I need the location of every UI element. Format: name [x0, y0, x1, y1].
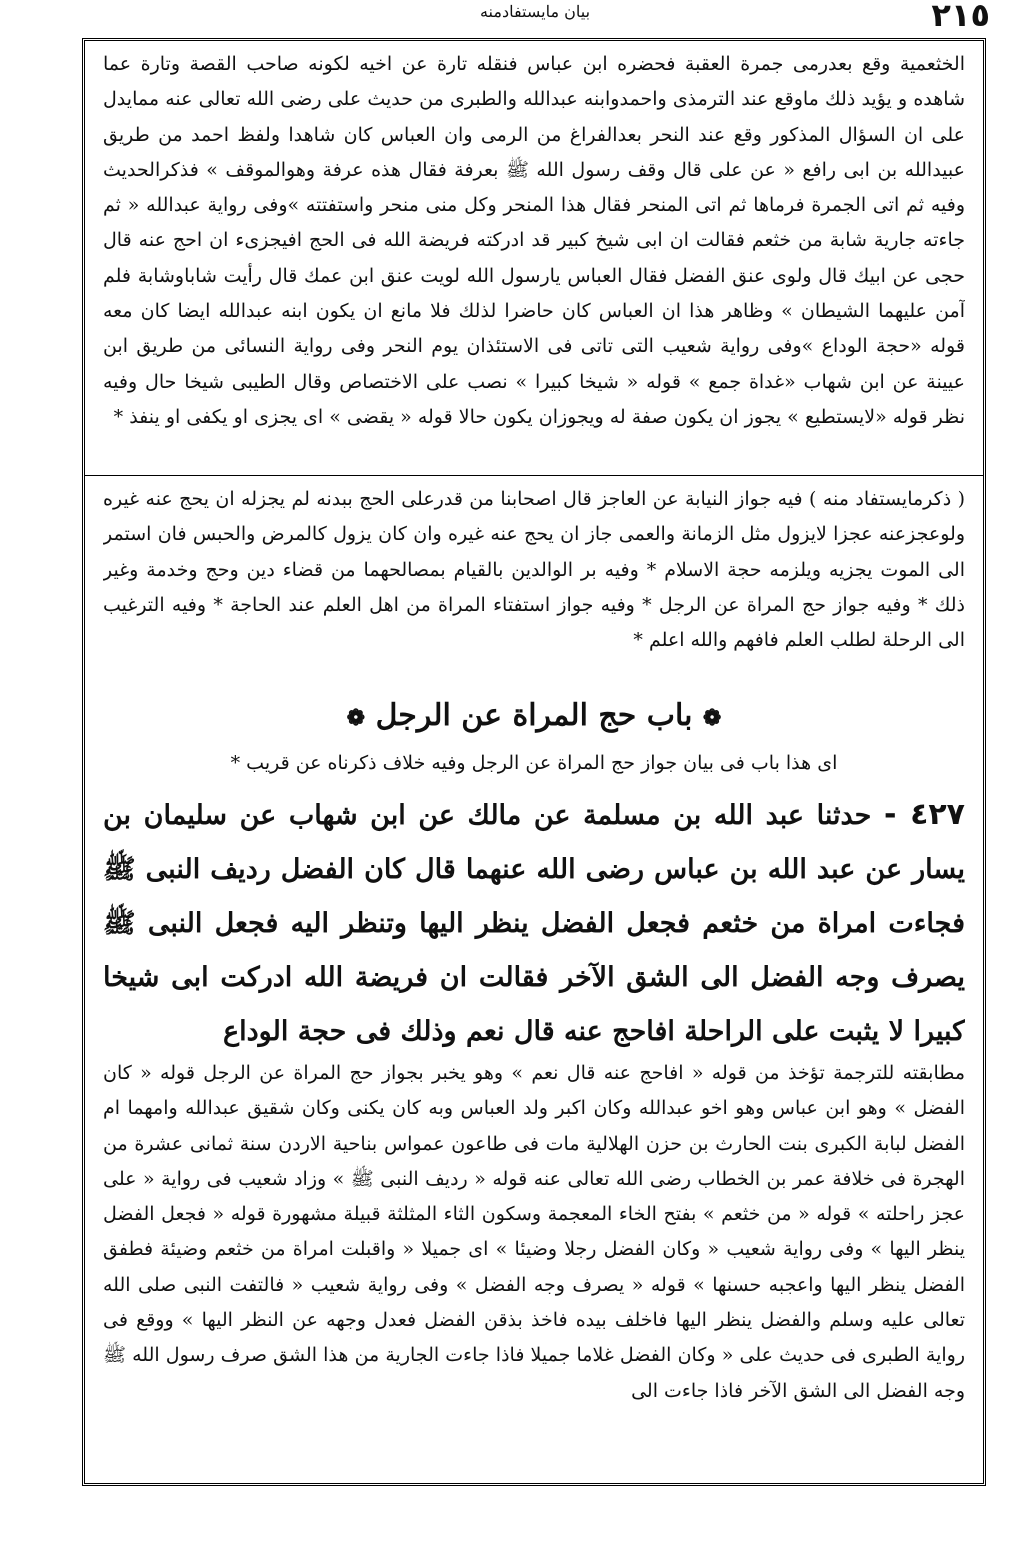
running-head: بيان مايستفادمنه: [479, 2, 591, 21]
page-frame: [82, 38, 986, 1486]
page-number: ٢١٥: [931, 0, 990, 34]
sharh-paragraph: مطابقته للترجمة تؤخذ من قوله « افاحج عنه قال نعم » وهو يخبر بجواز حج المراة عن الرجل قوله « كان الفضل » وهو ابن عباس وهو اخو عبدالله وكان اكبر ولد العباس وبه كان يكنى وكان شقيق عبدالله وامهما ام الفضل لبابة الكبرى بنت الحارث بن حزن الهلالية مات فى طاعون عمواس بناحية الاردن سنة ثمانى عشرة من الهجرة فى خلافة عمر بن الخطاب رضى الله تعالى عنه قوله « رديف النبى ﷺ » وزاد شعيب فى رواية « على عجز راحلته » قوله « من خثعم » بفتح الخاء المعجمة وسكون الثاء المثلثة قبيلة مشهورة قوله « فجعل الفضل ينظر اليها » وفى رواية شعيب « وكان الفضل رجلا وضيئا » اى جميلا « واقبلت امراة من خثعم وضيئة فطفق الفضل ينظر اليها واعجبه حسنها » قوله « يصرف وجه الفضل » وفى رواية شعيب « فالتفت النبى صلى الله تعالى عليه وسلم والفضل ينظر اليها فاخلف بيده فاخذ بذقن الفضل فعدل وجهه عن النظر اليها » ووقع فى رواية الطبرى فى حديث على « وكان الفضل غلاما جميلا فاذا جاءت الجارية من هذا الشق صرف رسول الله ﷺ وجه الفضل الى الشق الآخر فاذا جاءت الى: [103, 1062, 965, 1402]
chapter-note: اى هذا باب فى بيان جواز حج المراة عن الرجل وفيه خلاف ذكرناه عن قريب *: [230, 752, 838, 774]
hadith-number: ٤٢٧ -: [883, 797, 965, 832]
benefits-paragraph: ( ذكرمايستفاد منه ) فيه جواز النيابة عن العاجز قال اصحابنا من قدرعلى الحج ببدنه لم يجزله ان يحج عنه غيره ولوعجزعنه عجزا لايزول مثل الزمانة والعمى جاز ان يحج عنه غيره وان كان يزول كالمرض والحبس فان استمر الى الموت يجزيه ويلزمه حجة الاسلام * وفيه بر الوالدين بالقيام بمصالحهما من قضاء دين وحج وخدمة وغير ذلك * وفيه جواز حج المراة عن الرجل * وفيه جواز استفتاء المراة من اهل العلم عند الحاجة * وفيه الترغيب الى الرحلة لطلب العلم فافهم والله اعلم *: [103, 488, 965, 652]
chapter-heading: [103, 684, 965, 746]
hadith-text-block: [103, 788, 965, 1056]
chapter-title: باب حج المراة عن الرجل: [375, 697, 693, 733]
hadith-text: حدثنا عبد الله بن مسلمة عن مالك عن ابن شهاب عن سليمان بن يسار عن عبد الله بن عباس رضى الله عنهما قال كان الفضل رديف النبى ﷺ فجاءت امراة من خثعم فجعل الفضل ينظر اليها وتنظر اليه فجعل النبى ﷺ يصرف وجه الفضل الى الشق الآخر فقالت ان فريضة الله ادركت ابى شيخا كبيرا لا يثبت على الراحلة افاحج عنه قال نعم وذلك فى حجة الوداع: [103, 800, 965, 1047]
ornament-right-icon: ❁: [702, 704, 722, 731]
ornament-left-icon: ❁: [346, 704, 366, 731]
page-body: [103, 47, 965, 1477]
commentary-paragraph: الخثعمية وقع بعدرمى جمرة العقبة فحضره ابن عباس فنقله تارة عن اخيه لكونه صاحب القصة وتارة عما شاهده و يؤيد ذلك ماوقع عند الترمذى واحمدوابنه عبدالله والطبرى من حديث على رضى الله تعالى عنه ممايدل على ان السؤال المذكور وقع عند النحر بعدالفراغ من الرمى وان العباس كان شاهدا ولفظ احمد من طريق عبيدالله بن ابى رافع « عن على قال وقف رسول الله ﷺ بعرفة فقال هذه عرفة وهوالموقف » فذكرالحديث وفيه ثم اتى الجمرة فرماها ثم اتى المنحر فقال هذا المنحر وكل منى منحر واستفتته »وفى رواية عبدالله « ثم جاءته جارية شابة من خثعم فقالت ان ابى شيخ كبير قد ادركته فريضة الله فى الحج افيجزىء ان احج عنه قال حجى عن ابيك قال ولوى عنق الفضل فقال العباس يارسول الله لويت عنق ابن عمك قال رأيت شاباوشابة فلم آمن عليهما الشيطان » وظاهر هذا ان العباس كان حاضرا لذلك فلا مانع ان يكون ابنه عبدالله ايضا كان معه قوله «حجة الوداع »وفى رواية شعيب التى تاتى فى الاستئذان يوم النحر وفى رواية النسائى من طريق ابن عيينة عن ابن شهاب «غداة جمع » قوله « شيخا كبيرا » نصب على الاختصاص وقال الطيبى شيخا حال وفيه نظر قوله «لايستطيع » يجوز ان يكون صفة له ويجوزان يكون حالا قوله « يقضى » اى يجزى او يكفى او ينفذ *: [103, 53, 965, 428]
page-header: [80, 0, 990, 36]
divider-rule: [85, 475, 983, 476]
